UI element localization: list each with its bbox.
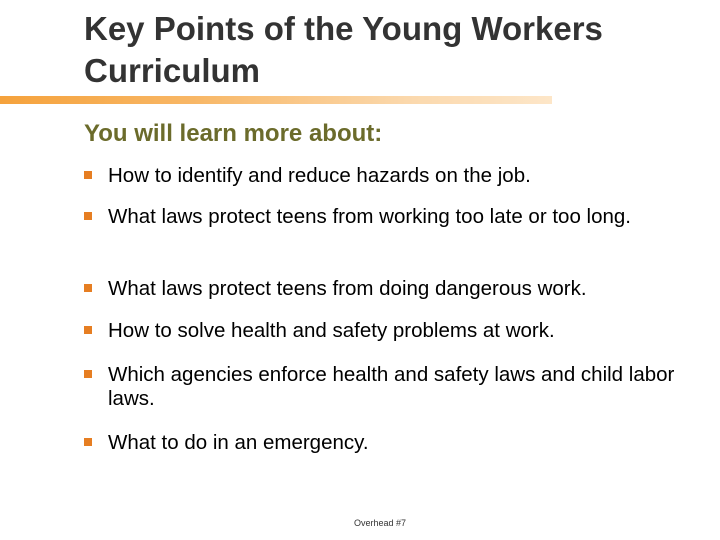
orange-square-icon: [84, 326, 92, 334]
bullet-text: What to do in an emergency.: [108, 431, 369, 454]
bullet-text: How to solve health and safety problems at work.: [108, 319, 555, 342]
slide-footer: Overhead #7: [353, 518, 407, 528]
bullet-text: What laws protect teens from working too late or too long.: [108, 205, 632, 228]
bullet-text: What laws protect teens from doing dangerous work.: [108, 277, 587, 300]
slide-title: Key Points of the Young Workers Curriculum: [84, 10, 603, 89]
orange-square-icon: [84, 171, 92, 179]
slide-subtitle: You will learn more about:: [84, 120, 383, 147]
orange-square-icon: [84, 284, 92, 292]
bullet-text: How to identify and reduce hazards on the job.: [108, 164, 531, 187]
bullet-text: Which agencies enforce health and safety laws and child labor laws.: [108, 363, 675, 410]
orange-square-icon: [84, 370, 92, 378]
orange-square-icon: [84, 212, 92, 220]
orange-square-icon: [84, 438, 92, 446]
